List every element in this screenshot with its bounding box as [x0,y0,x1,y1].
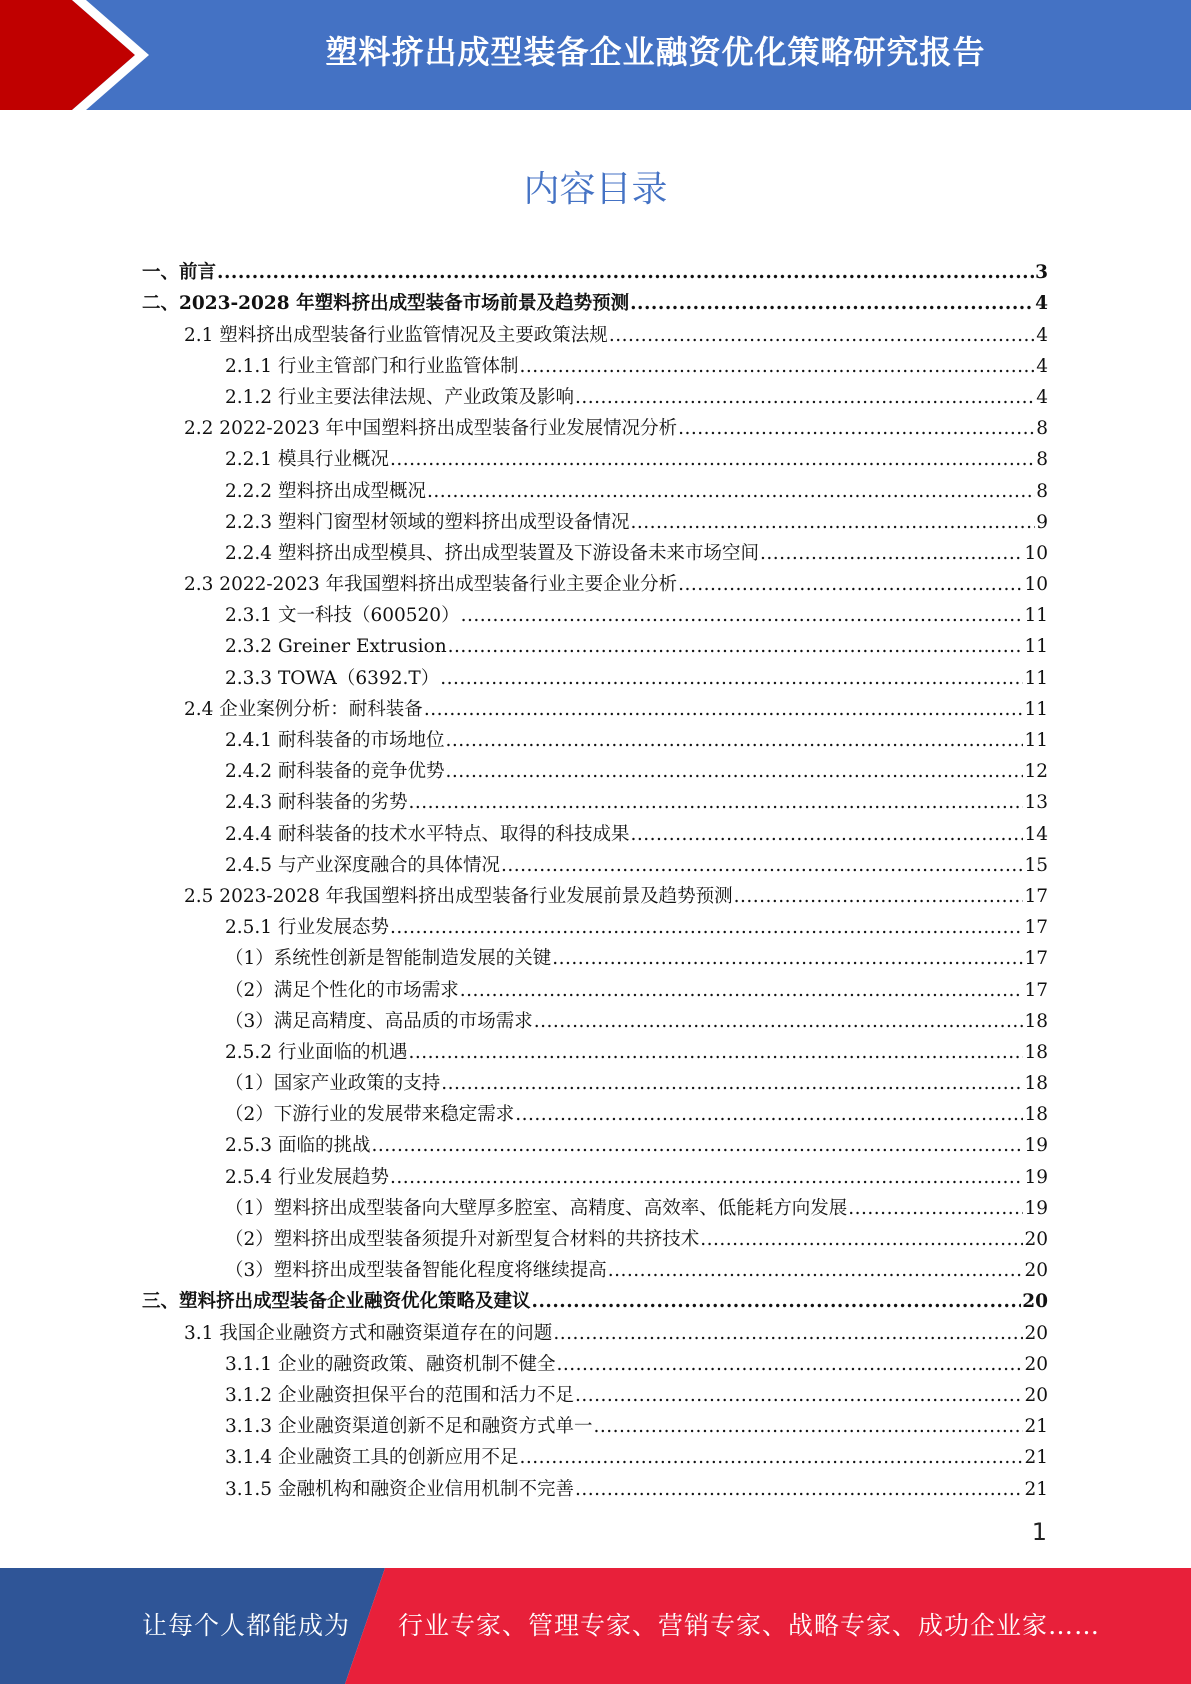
toc-entry[interactable] [0,504,1191,535]
toc-dot-leader [678,417,1035,441]
report-title: 塑料挤出成型装备企业融资优化策略研究报告 [325,33,986,71]
toc-dot-leader [424,698,1024,722]
toc-entry-title: 2.3 2022-2023 年我国塑料挤出成型装备行业主要企业分析 [184,574,678,596]
table-of-contents [0,254,1191,1502]
toc-entry-page: 21 [1024,1416,1048,1438]
toc-entry-title: 3.1.3 企业融资渠道创新不足和融资方式单一 [225,1416,593,1438]
toc-entry[interactable] [0,379,1191,410]
toc-dot-leader [608,1259,1024,1283]
toc-entry-page: 20 [1024,1384,1048,1406]
toc-entry[interactable] [0,1470,1191,1501]
toc-entry[interactable] [0,971,1191,1002]
toc-entry-page: 10 [1024,542,1048,564]
toc-entry[interactable] [0,940,1191,971]
toc-entry[interactable] [0,753,1191,784]
toc-entry[interactable] [0,1346,1191,1377]
toc-dot-leader [445,760,1023,784]
toc-dot-leader [609,324,1035,348]
toc-dot-leader [700,1228,1023,1252]
toc-dot-leader [441,1072,1023,1096]
toc-entry-page: 4 [1036,324,1048,346]
toc-dot-leader [427,480,1035,504]
toc-entry-page: 4 [1036,355,1048,377]
toc-entry[interactable] [0,566,1191,597]
toc-entry-title: （1）系统性创新是智能制造发展的关键 [225,948,552,970]
toc-entry-page: 14 [1024,823,1048,845]
toc-dot-leader [630,511,1035,535]
toc-entry-title: 2.4 企业案例分析：耐科装备 [184,698,423,720]
toc-entry[interactable] [0,659,1191,690]
toc-entry-title: 3.1.5 金融机构和融资企业信用机制不完善 [225,1478,574,1500]
toc-entry-title: 2.3.1 文一科技（600520） [225,605,460,627]
toc-entry-page: 17 [1024,979,1048,1001]
toc-entry-title: （3）满足高精度、高品质的市场需求 [225,1010,533,1032]
toc-dot-leader [553,1322,1023,1346]
toc-entry-title: （2）下游行业的发展带来稳定需求 [225,1104,515,1126]
toc-entry-page: 18 [1024,1104,1048,1126]
toc-entry[interactable] [0,1190,1191,1221]
toc-entry-page: 8 [1036,480,1048,502]
toc-entry-page: 8 [1036,418,1048,440]
chevron-decoration [0,0,160,110]
toc-entry-title: 2.2.1 模具行业概况 [225,449,389,471]
toc-entry-page: 17 [1024,885,1048,907]
toc-dot-leader [630,292,1034,316]
toc-entry[interactable] [0,878,1191,909]
toc-entry[interactable] [0,285,1191,316]
toc-dot-leader [515,1103,1023,1127]
toc-entry-page: 8 [1036,449,1048,471]
toc-entry-title: （2）满足个性化的市场需求 [225,979,459,1001]
toc-entry[interactable] [0,316,1191,347]
toc-dot-leader [575,1384,1023,1408]
toc-entry-page: 4 [1035,293,1048,315]
toc-dot-leader [390,916,1023,940]
toc-dot-leader [575,1478,1023,1502]
toc-dot-leader [593,1415,1023,1439]
toc-entry[interactable] [0,348,1191,379]
toc-entry-title: 2.5.3 面临的挑战 [225,1135,371,1157]
toc-entry-page: 21 [1024,1447,1048,1469]
toc-entry[interactable] [0,472,1191,503]
toc-entry-title: 2.2.4 塑料挤出成型模具、挤出成型装置及下游设备未来市场空间 [225,542,759,564]
toc-dot-leader [575,386,1035,410]
toc-entry-title: 2.1 塑料挤出成型装备行业监管情况及主要政策法规 [184,324,608,346]
toc-entry-page: 19 [1024,1197,1048,1219]
toc-entry-page: 19 [1024,1166,1048,1188]
toc-dot-leader [445,729,1023,753]
toc-entry-title: 2.1.2 行业主要法律法规、产业政策及影响 [225,386,574,408]
toc-dot-leader [760,542,1023,566]
toc-entry[interactable] [0,1096,1191,1127]
toc-entry[interactable] [0,691,1191,722]
toc-dot-leader [552,947,1023,971]
toc-entry[interactable] [0,1065,1191,1096]
toc-entry-page: 18 [1024,1010,1048,1032]
toc-dot-leader [448,635,1024,659]
chevron-red-shape [0,0,135,110]
toc-entry[interactable] [0,1314,1191,1345]
toc-dot-leader [630,823,1023,847]
footer-slogan-left: 让每个人都能成为 [142,1611,351,1640]
toc-entry-title: 2.2.3 塑料门窗型材领域的塑料挤出成型设备情况 [225,511,630,533]
toc-entry-title: 2.3.2 Greiner Extrusion [225,636,447,658]
toc-entry-page: 11 [1024,667,1048,689]
toc-entry[interactable] [0,847,1191,878]
toc-dot-leader [440,667,1023,691]
toc-entry[interactable] [0,1034,1191,1065]
toc-dot-leader [678,573,1023,597]
toc-entry-title: 2.5.1 行业发展态势 [225,917,389,939]
toc-dot-leader [408,1041,1023,1065]
toc-entry-page: 9 [1036,511,1048,533]
toc-entry-title: （2）塑料挤出成型装备须提升对新型复合材料的共挤技术 [225,1229,700,1250]
toc-entry[interactable] [0,909,1191,940]
toc-entry-title: 2.4.2 耐科装备的竞争优势 [225,761,445,783]
toc-entry-title: 2.2.2 塑料挤出成型概况 [225,480,426,502]
toc-entry[interactable] [0,1439,1191,1470]
toc-dot-leader [556,1353,1023,1377]
toc-entry-title: 二、2023-2028 年塑料挤出成型装备市场前景及趋势预测 [142,293,630,315]
toc-entry[interactable] [0,441,1191,472]
toc-entry-page: 10 [1024,574,1048,596]
toc-entry-page: 18 [1024,1073,1048,1095]
toc-entry-title: 2.5.4 行业发展趋势 [225,1166,389,1188]
toc-entry[interactable] [0,722,1191,753]
toc-dot-leader [217,261,1034,285]
toc-entry-title: 2.5.2 行业面临的机遇 [225,1041,408,1063]
toc-entry-title: 2.2 2022-2023 年中国塑料挤出成型装备行业发展情况分析 [184,418,678,440]
toc-dot-leader [371,1134,1023,1158]
toc-entry-title: （1）塑料挤出成型装备向大壁厚多腔室、高精度、高效率、低能耗方向发展 [225,1197,848,1219]
toc-entry-page: 20 [1022,1291,1048,1313]
toc-entry-page: 17 [1024,917,1048,939]
toc-entry-page: 11 [1024,698,1048,720]
toc-entry-page: 11 [1024,605,1048,627]
toc-entry-title: 一、前言 [142,262,217,284]
toc-entry[interactable] [0,1252,1191,1283]
toc-entry-title: 2.4.5 与产业深度融合的具体情况 [225,854,500,876]
toc-dot-leader [408,791,1023,815]
toc-dot-leader [390,448,1035,472]
toc-entry-title: 3.1 我国企业融资方式和融资渠道存在的问题 [184,1322,553,1344]
toc-dot-leader [390,1166,1023,1190]
toc-entry-title: 3.1.2 企业融资担保平台的范围和活力不足 [225,1384,574,1406]
toc-entry-title: 3.1.4 企业融资工具的创新应用不足 [225,1447,519,1469]
toc-dot-leader [519,355,1035,379]
toc-entry[interactable] [0,1377,1191,1408]
toc-dot-leader [532,1290,1022,1314]
toc-entry-page: 20 [1024,1260,1048,1282]
toc-dot-leader [501,854,1023,878]
toc-entry-title: 2.4.1 耐科装备的市场地位 [225,730,445,751]
footer-slogan-right: 行业专家、管理专家、营销专家、战略专家、成功企业家…… [398,1611,1101,1640]
toc-entry-page: 11 [1024,636,1048,658]
toc-entry-title: 2.1.1 行业主管部门和行业监管体制 [225,355,519,377]
toc-entry-page: 12 [1024,761,1048,783]
toc-entry-title: 3.1.1 企业的融资政策、融资机制不健全 [225,1353,556,1375]
toc-entry[interactable] [0,815,1191,846]
toc-entry[interactable] [0,628,1191,659]
toc-dot-leader [534,1010,1024,1034]
toc-entry[interactable] [0,1127,1191,1158]
toc-entry-page: 20 [1024,1322,1048,1344]
toc-entry-page: 19 [1024,1135,1048,1157]
toc-entry-title: （1）国家产业政策的支持 [225,1073,441,1095]
toc-entry-title: 2.3.3 TOWA（6392.T） [225,667,440,689]
toc-dot-leader [461,604,1024,628]
toc-dot-leader [848,1197,1023,1221]
toc-entry-title: （3）塑料挤出成型装备智能化程度将继续提高 [225,1260,607,1282]
toc-entry[interactable] [0,254,1191,285]
toc-dot-leader [734,885,1024,909]
header-band [0,0,1191,110]
toc-entry[interactable] [0,1158,1191,1189]
toc-heading: 内容目录 [523,169,668,210]
toc-dot-leader [460,979,1024,1003]
toc-entry-title: 2.4.3 耐科装备的劣势 [225,792,408,814]
toc-entry-title: 三、塑料挤出成型装备企业融资优化策略及建议 [142,1291,531,1313]
toc-entry[interactable] [0,784,1191,815]
toc-entry[interactable] [0,597,1191,628]
toc-dot-leader [519,1446,1023,1470]
toc-entry-page: 15 [1024,854,1048,876]
toc-entry[interactable] [0,535,1191,566]
toc-entry-page: 20 [1024,1353,1048,1375]
toc-entry-page: 13 [1024,792,1048,814]
toc-entry-page: 17 [1024,948,1048,970]
toc-entry[interactable] [0,1408,1191,1439]
toc-entry[interactable] [0,1221,1191,1252]
toc-entry-title: 2.5 2023-2028 年我国塑料挤出成型装备行业发展前景及趋势预测 [184,885,733,907]
toc-entry-page: 3 [1035,262,1048,284]
toc-entry-page: 20 [1024,1229,1048,1250]
footer-band [0,1568,1191,1684]
toc-entry-page: 21 [1024,1478,1048,1500]
toc-entry[interactable] [0,1283,1191,1314]
toc-entry-page: 11 [1024,730,1048,751]
toc-entry[interactable] [0,410,1191,441]
page-number: 1 [1031,1518,1047,1546]
toc-entry-page: 18 [1024,1041,1048,1063]
toc-entry-title: 2.4.4 耐科装备的技术水平特点、取得的科技成果 [225,823,630,845]
toc-entry[interactable] [0,1003,1191,1034]
toc-entry-page: 4 [1036,386,1048,408]
